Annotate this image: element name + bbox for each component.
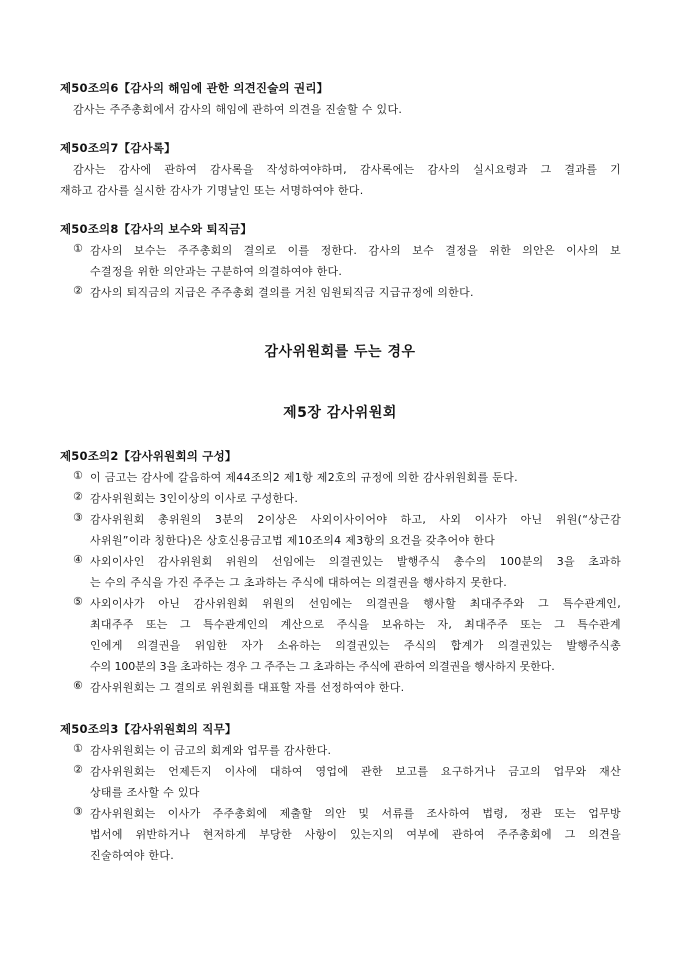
- article-50-6-text: 감사는 주주총회에서 감사의 해임에 관하여 의견을 진술할 수 있다.: [73, 103, 403, 116]
- chapter-heading: 제5장 감사위원회: [283, 405, 397, 421]
- item-text: 감사위원회 총위원의 3분의 2이상은 사외이사이어야 하고, 사외 이사가 아닌 위원(“상근감: [90, 513, 621, 526]
- item-text: 감사위원회는 3인이상의 이사로 구성한다.: [90, 492, 299, 505]
- item-text: 감사위원회는 그 결의로 위원회를 대표할 자를 선정하여야 한다.: [90, 681, 405, 694]
- item-text: 감사위원회는 이 금고의 회계와 업무를 감사한다.: [90, 744, 332, 757]
- item-text: 이 금고는 감사에 갈음하여 제44조의2 제1항 제2호의 규정에 의한 감사위원회를 둔다.: [90, 471, 518, 484]
- article-title-50-7: 제50조의7【감사록】: [60, 141, 176, 155]
- article-title-50-2: 제50조의2【감사위원회의 구성】: [60, 449, 237, 463]
- item-marker: ⑥: [73, 679, 83, 692]
- item-text: 감사위원회는 언제든지 이사에 대하여 영업에 관한 보고를 요구하거나 금고의 업무와 재산: [90, 765, 621, 778]
- item-text: 상태를 조사할 수 있다: [90, 786, 200, 799]
- item-text: 사위원”이라 칭한다)은 상호신용금고법 제10조의4 제3항의 요건을 갖추어야 한다: [90, 534, 496, 547]
- item-marker: ④: [73, 553, 83, 566]
- item-marker: ①: [73, 469, 83, 482]
- item-marker: ①: [73, 242, 83, 255]
- item-marker: ②: [73, 284, 83, 297]
- item-text: 인에게 의결권을 위임한 자가 소유하는 의결권있는 주식의 합계가 의결권있는 발행주식총: [90, 639, 621, 652]
- item-text: 진술하여야 한다.: [90, 849, 175, 862]
- item-text: 감사의 보수는 주주총회의 결의로 이를 정한다. 감사의 보수 결정을 위한 의안은 이사의 보: [90, 244, 621, 257]
- item-marker: ③: [73, 805, 83, 818]
- item-text: 최대주주 또는 그 특수관계인의 계산으로 주식을 보유하는 자, 최대주주 또는 그 특수관계: [90, 618, 621, 631]
- item-marker: ②: [73, 763, 83, 776]
- item-text: 는 수의 주식을 가진 주주는 그 초과하는 주식에 대하여는 의결권을 행사하지 못한다.: [90, 576, 508, 589]
- article-50-7-line-2: 재하고 감사를 실시한 감사가 기명날인 또는 서명하여야 한다.: [60, 184, 364, 197]
- article-title-50-8: 제50조의8【감사의 보수와 퇴직금】: [60, 222, 253, 236]
- item-text: 법서에 위반하거나 현저하게 부당한 사항이 있는지의 여부에 관하여 주주총회에 그 의견을: [90, 828, 621, 841]
- item-marker: ②: [73, 490, 83, 503]
- article-50-7-line-1: 감사는 감사에 관하여 감사록을 작성하여야하며, 감사록에는 감사의 실시요령과 그 결과를 기: [73, 163, 621, 176]
- section-heading: 감사위원회를 두는 경우: [264, 344, 416, 360]
- item-text: 수의 100분의 3을 초과하는 경우 그 주주는 그 초과하는 주식에 관하여 의결권을 행사하지 못한다.: [90, 660, 555, 673]
- item-text: 감사의 퇴직금의 지급은 주주총회 결의를 거친 임원퇴직금 지급규정에 의한다.: [90, 286, 474, 299]
- item-text: 사외이사가 아닌 감사위원회 위원의 선임에는 의결권을 행사할 최대주주와 그 특수관계인,: [90, 597, 621, 610]
- article-title-50-3: 제50조의3【감사위원회의 직무】: [60, 722, 237, 736]
- item-text: 감사위원회는 이사가 주주총회에 제출할 의안 및 서류를 조사하여 법령, 정관 또는 업무방: [90, 807, 621, 820]
- article-title-50-6: 제50조의6【감사의 해임에 관한 의견진술의 권리】: [60, 81, 329, 95]
- item-text: 수결정을 위한 의안과는 구분하여 의결하여야 한다.: [90, 265, 343, 278]
- item-marker: ⑤: [73, 595, 83, 608]
- item-marker: ③: [73, 511, 83, 524]
- item-marker: ①: [73, 742, 83, 755]
- item-text: 사외이사인 감사위원회 위원의 선임에는 의결권있는 발행주식 총수의 100분의 3을 초과하: [90, 555, 621, 568]
